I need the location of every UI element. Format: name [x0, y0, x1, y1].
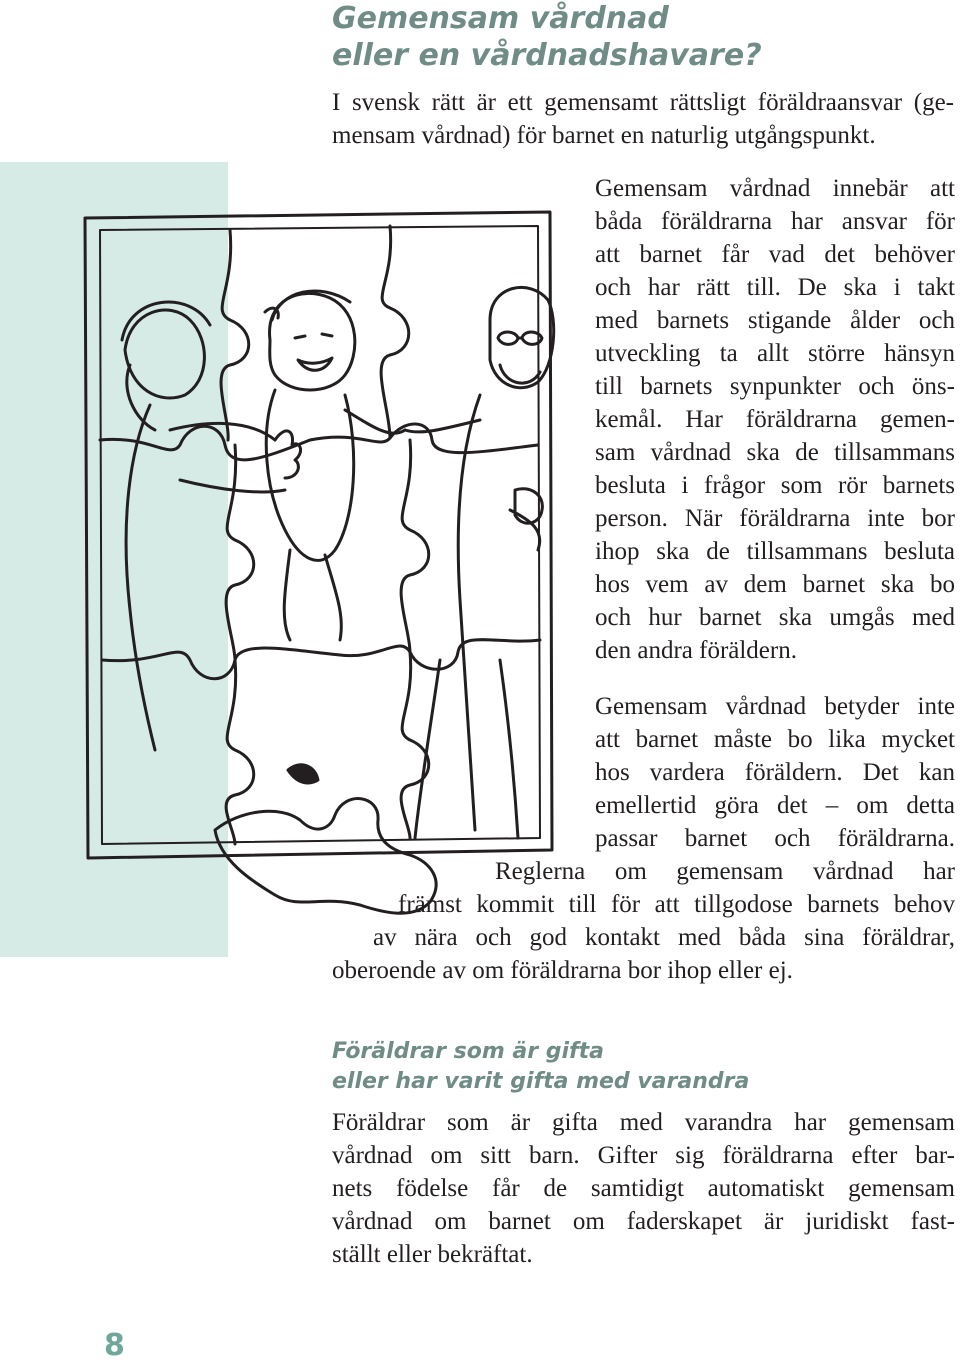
body-line: hos vem av dem barnet ska bo	[595, 571, 955, 598]
section-heading-gemensam-vardnad	[332, 0, 762, 74]
body-line: Gemensam vårdnad betyder inte	[595, 693, 955, 720]
body-line: och hur barnet ska umgås med	[595, 604, 955, 631]
body-line: att barnet måste bo lika mycket	[595, 726, 955, 753]
intro-line: I svensk rätt är ett gemensamt rättsligt föräldraansvar (ge-	[332, 89, 954, 116]
page-number: 8	[104, 1328, 125, 1363]
puzzle-cut	[401, 652, 429, 838]
body-line: till barnets synpunkter och öns-	[595, 373, 955, 400]
puzzle-cut	[221, 230, 249, 440]
body-line: med barnets stigande ålder och	[595, 307, 955, 334]
heading-line: Gemensam vårdnad	[332, 1, 669, 36]
child-mouth	[298, 358, 332, 370]
puzzle-cut	[102, 640, 540, 679]
puzzle-frame	[85, 212, 552, 858]
body-line: hos vardera föräldern. Det kan	[595, 759, 955, 786]
body-line: ställt eller bekräftat.	[332, 1241, 533, 1268]
body-line: nets födelse får de samtidigt automatiskt gemensam	[332, 1175, 955, 1202]
intro-line: mensam vårdnad) för barnet en naturlig utgångspunkt.	[332, 122, 876, 149]
puzzle-family-illustration	[60, 190, 580, 920]
child-eyes	[295, 334, 332, 338]
mother-hand	[275, 431, 301, 478]
heading-line: Föräldrar som är gifta	[332, 1039, 604, 1064]
body-line: kemål. Har föräldrarna gemen-	[595, 406, 955, 433]
puzzle-cut	[226, 445, 254, 660]
body-line: utveckling ta allt större hänsyn	[595, 340, 955, 367]
child-hair	[265, 291, 350, 320]
body-line: passar barnet och föräldrarna.	[595, 825, 955, 852]
body-line: främst kommit till för att tillgodose barnets behov	[398, 891, 955, 918]
puzzle-frame-inner	[100, 226, 540, 844]
body-line: av nära och god kontakt med båda sina föräldrar,	[373, 924, 955, 951]
father-glasses	[498, 332, 542, 344]
child-head	[270, 293, 355, 390]
child-body	[266, 390, 353, 560]
mother-head	[125, 310, 204, 398]
body-line: att barnet får vad det behöver	[595, 241, 955, 268]
piece-shadow	[288, 765, 318, 783]
body-line: vårdnad om sitt barn. Gifter sig föräldrarna efter bar-	[332, 1142, 955, 1169]
mother-hair	[122, 302, 210, 430]
heading-line: eller en vårdnadshavare?	[332, 38, 762, 73]
father-body	[458, 395, 480, 830]
father-beard	[500, 365, 540, 383]
body-line: ihop ska de tillsammans besluta	[595, 538, 955, 565]
body-line: person. När föräldrarna inte bor	[595, 505, 955, 532]
body-line: besluta i frågor som rör barnets	[595, 472, 955, 499]
father-arm	[405, 420, 540, 550]
section-heading-foraldrar-gifta	[332, 1037, 749, 1097]
body-line: Gemensam vårdnad innebär att	[595, 175, 955, 202]
puzzle-cut	[401, 440, 429, 652]
body-line: oberoende av om föräldrarna bor ihop eller ej.	[332, 957, 793, 984]
child-legs	[284, 550, 341, 640]
body-line: Reglerna om gemensam vårdnad har	[495, 858, 955, 885]
body-line: och har rätt till. De ska i takt	[595, 274, 955, 301]
body-line: sam vårdnad ska de tillsammans	[595, 439, 955, 466]
body-line: vårdnad om barnet om faderskapet är juridiskt fast-	[332, 1208, 955, 1235]
body-line: den andra föräldern.	[595, 637, 797, 664]
body-line: Föräldrar som är gifta med varandra har gemensam	[332, 1109, 955, 1136]
body-line: båda föräldrarna har ansvar för	[595, 208, 955, 235]
body-line: emellertid göra det – om detta	[595, 792, 955, 819]
heading-line: eller har varit gifta med varandra	[332, 1069, 750, 1094]
mother-body	[126, 405, 155, 750]
puzzle-cut	[100, 424, 538, 460]
puzzle-cut	[381, 226, 409, 438]
